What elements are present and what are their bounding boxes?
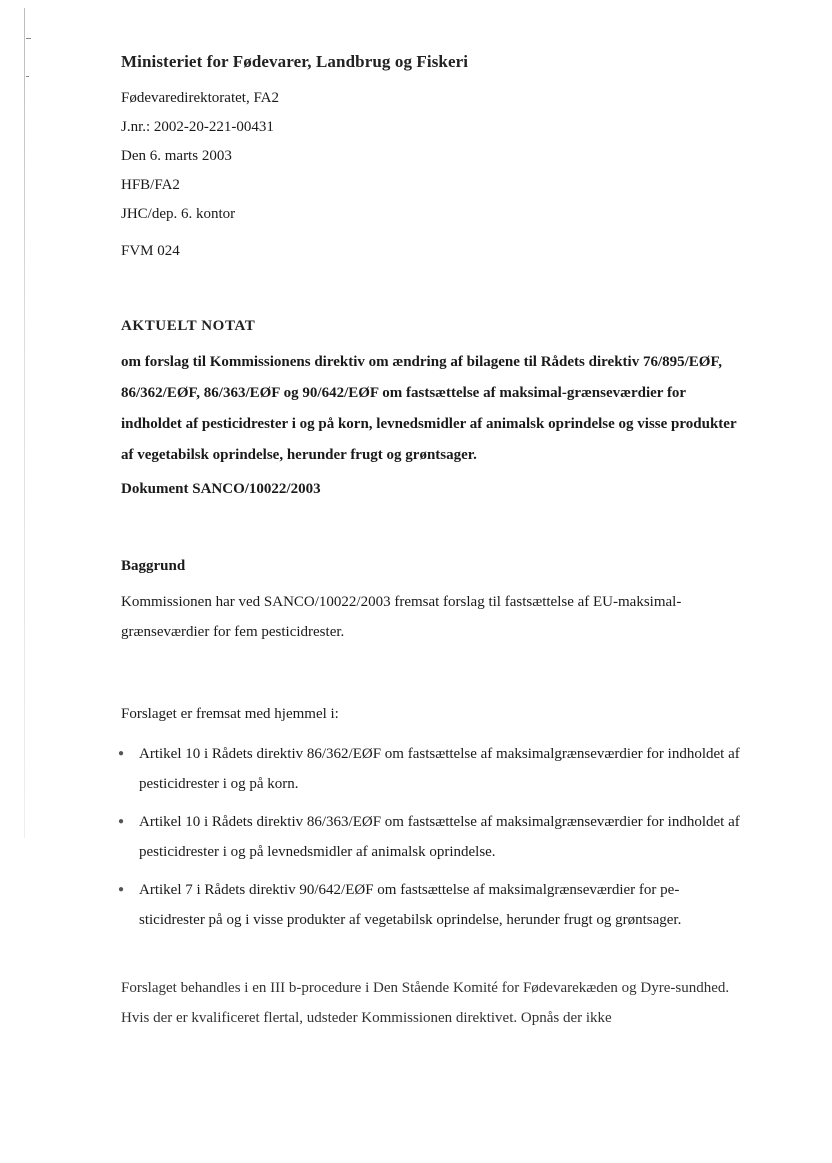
bullet-icon: ● — [118, 884, 125, 895]
forslag-intro: Forslaget er fremsat med hjemmel i: — [121, 706, 339, 722]
scan-mark — [26, 38, 31, 39]
document-page — [118, 52, 761, 1033]
list-item — [118, 739, 741, 799]
reference-2: JHC/dep. 6. kontor — [121, 206, 236, 222]
fvm-number: FVM 024 — [121, 243, 180, 259]
bullet-icon: ● — [118, 748, 125, 759]
list-item — [118, 875, 741, 935]
list-item-text: Artikel 7 i Rådets direktiv 90/642/EØF om fastsættelse af maksimalgrænseværdier for pe-sticidrester på og i visse produkter af vegetabilsk oprindelse, herunder frugt og grøntsager. — [139, 882, 682, 928]
directorate: Fødevaredirektoratet, FA2 — [121, 90, 280, 106]
legal-basis-list — [118, 739, 761, 935]
journal-number: J.nr.: 2002-20-221-00431 — [121, 119, 274, 135]
list-item-text: Artikel 10 i Rådets direktiv 86/363/EØF om fastsættelse af maksimalgrænseværdier for indholdet af pesticidrester i og på levnedsmidler af animalsk oprindelse. — [139, 814, 740, 860]
list-item — [118, 807, 741, 867]
letter-header — [121, 52, 761, 266]
notat-title: AKTUELT NOTAT — [121, 318, 256, 334]
scan-mark — [26, 76, 29, 77]
ministry-name: Ministeriet for Fødevarer, Landbrug og Fiskeri — [121, 52, 469, 71]
section-heading-baggrund: Baggrund — [121, 558, 186, 574]
notat-subject: om forslag til Kommissionens direktiv om ændring af bilagene til Rådets direktiv 76/895/EØF, 86/362/EØF, 86/363/EØF og 90/642/EØF om fastsættelse af maksimal-grænseværdier for indholdet af pesticidrester i og på korn, levnedsmidler af animalsk oprindelse og visse produkter af vegetabilsk oprindelse, herunder frugt og grøntsager. — [121, 354, 737, 463]
baggrund-paragraph: Kommissionen har ved SANCO/10022/2003 fremsat forslag til fastsættelse af EU-maksimal-grænseværdier for fem pesticidrester. — [121, 594, 682, 640]
reference-1: HFB/FA2 — [121, 177, 180, 193]
procedure-paragraph: Forslaget behandles i en III b-procedure i Den Stående Komité for Fødevarekæden og Dyre-sundhed. Hvis der er kvalificeret flertal, udsteder Kommissionen direktivet. Opnås der ikke — [121, 980, 730, 1026]
bullet-icon: ● — [118, 816, 125, 827]
document-reference: Dokument SANCO/10022/2003 — [121, 481, 321, 497]
list-item-text: Artikel 10 i Rådets direktiv 86/362/EØF om fastsættelse af maksimalgrænseværdier for indholdet af pesticidrester i og på korn. — [139, 746, 740, 792]
document-date: Den 6. marts 2003 — [121, 148, 232, 164]
scan-edge-line — [24, 8, 25, 838]
